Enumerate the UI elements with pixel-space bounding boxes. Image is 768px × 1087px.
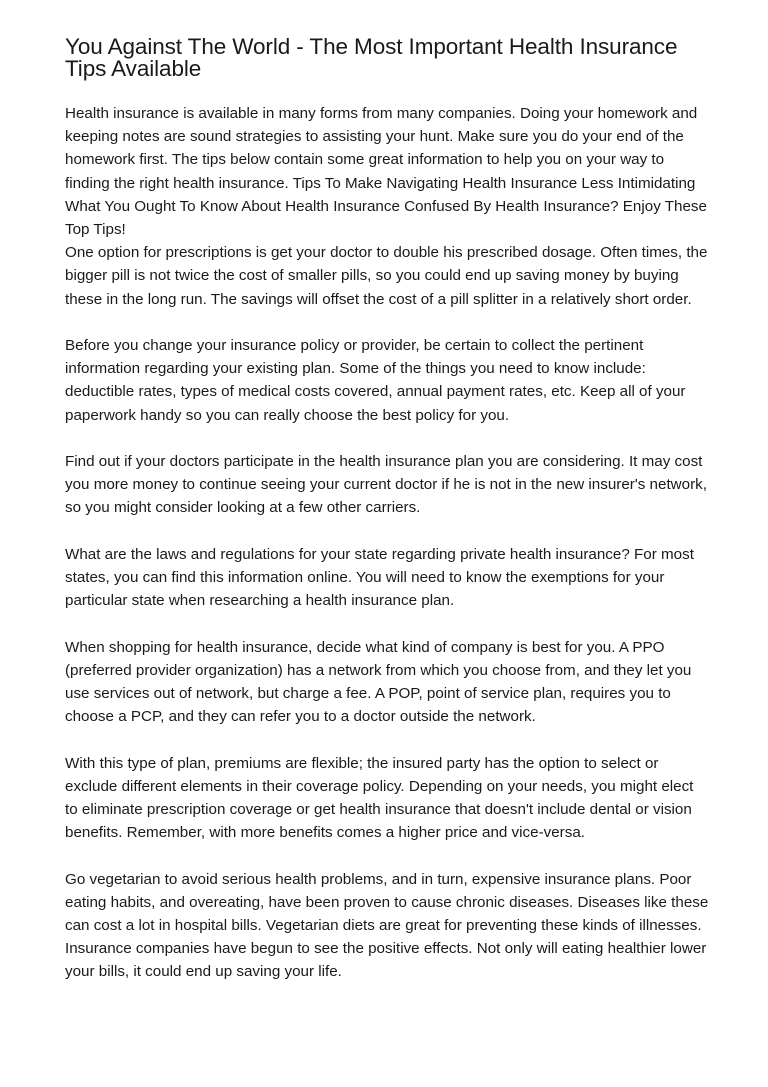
paragraph-text: What are the laws and regulations for your state regarding private health insurance? For most states, you can find this information online. You will need to know the exemptions for your particular state when researching a health insurance plan. bbox=[65, 545, 694, 610]
paragraph-company-type bbox=[65, 636, 710, 729]
paragraph-text: Health insurance is available in many forms from many companies. Doing your homework and keeping notes are sound strategies to assisting your hunt. Make sure you do your end of the homework first. The tips below contain some great information to help you on your way to finding the right health insurance. Tips To Make Navigating Health Insurance Less Intimidating bbox=[65, 105, 698, 192]
document-page bbox=[65, 36, 710, 1007]
paragraph-text: With this type of plan, premiums are flexible; the insured party has the option to select or exclude different elements in their coverage policy. Depending on your needs, you might elect to eliminate prescription coverage or get health insurance that doesn't include dental or vision benefits. Remember, with more benefits comes a higher price and vice-versa. bbox=[65, 754, 694, 842]
document-title: You Against The World - The Most Important Health Insurance Tips Available bbox=[65, 34, 678, 81]
paragraph-doctors bbox=[65, 450, 710, 520]
paragraph-intro bbox=[65, 102, 710, 311]
paragraph-text: Go vegetarian to avoid serious health problems, and in turn, expensive insurance plans. Poor eating habits, and overeating, have been proven to cause chronic diseases. Diseases like these can cost a lot in hospital bills. Vegetarian diets are great for preventing these kinds of illnesses. Insurance companies have begun to see the positive effects. Not only will eating healthier lower your bills, it could end up saving your life. bbox=[65, 870, 709, 981]
paragraph-policy-change bbox=[65, 334, 710, 427]
paragraph-text: Before you change your insurance policy or provider, be certain to collect the pertinent information regarding your existing plan. Some of the things you need to know include: deductible rates, types of medical costs covered, annual payment rates, etc. Keep all of your paperwork handy so you can really choose the best policy for you. bbox=[65, 337, 686, 424]
paragraph-text: One option for prescriptions is get your doctor to double his prescribed dosage. Often times, the bigger pill is not twice the cost of smaller pills, so you could end up saving money by buying these in the long run. The savings will offset the cost of a pill splitter in a relatively short order. bbox=[65, 244, 708, 308]
paragraph-vegetarian bbox=[65, 868, 710, 984]
paragraph-text: Find out if your doctors participate in the health insurance plan you are considering. It may cost you more money to continue seeing your current doctor if he is not in the new insurer's network, so you might consider looking at a few other carriers. bbox=[65, 453, 707, 517]
paragraph-text: When shopping for health insurance, decide what kind of company is best for you. A PPO (preferred provider organization) has a network from which you choose from, and they let you use services out of network, but charge a fee. A POP, point of service plan, requires you to choose a PCP, and they can refer you to a doctor outside the network. bbox=[65, 638, 692, 726]
paragraph-state-laws bbox=[65, 543, 710, 613]
paragraph-plan-premiums bbox=[65, 752, 710, 845]
paragraph-text: What You Ought To Know About Health Insurance Confused By Health Insurance? Enjoy These Top Tips! bbox=[65, 197, 707, 239]
